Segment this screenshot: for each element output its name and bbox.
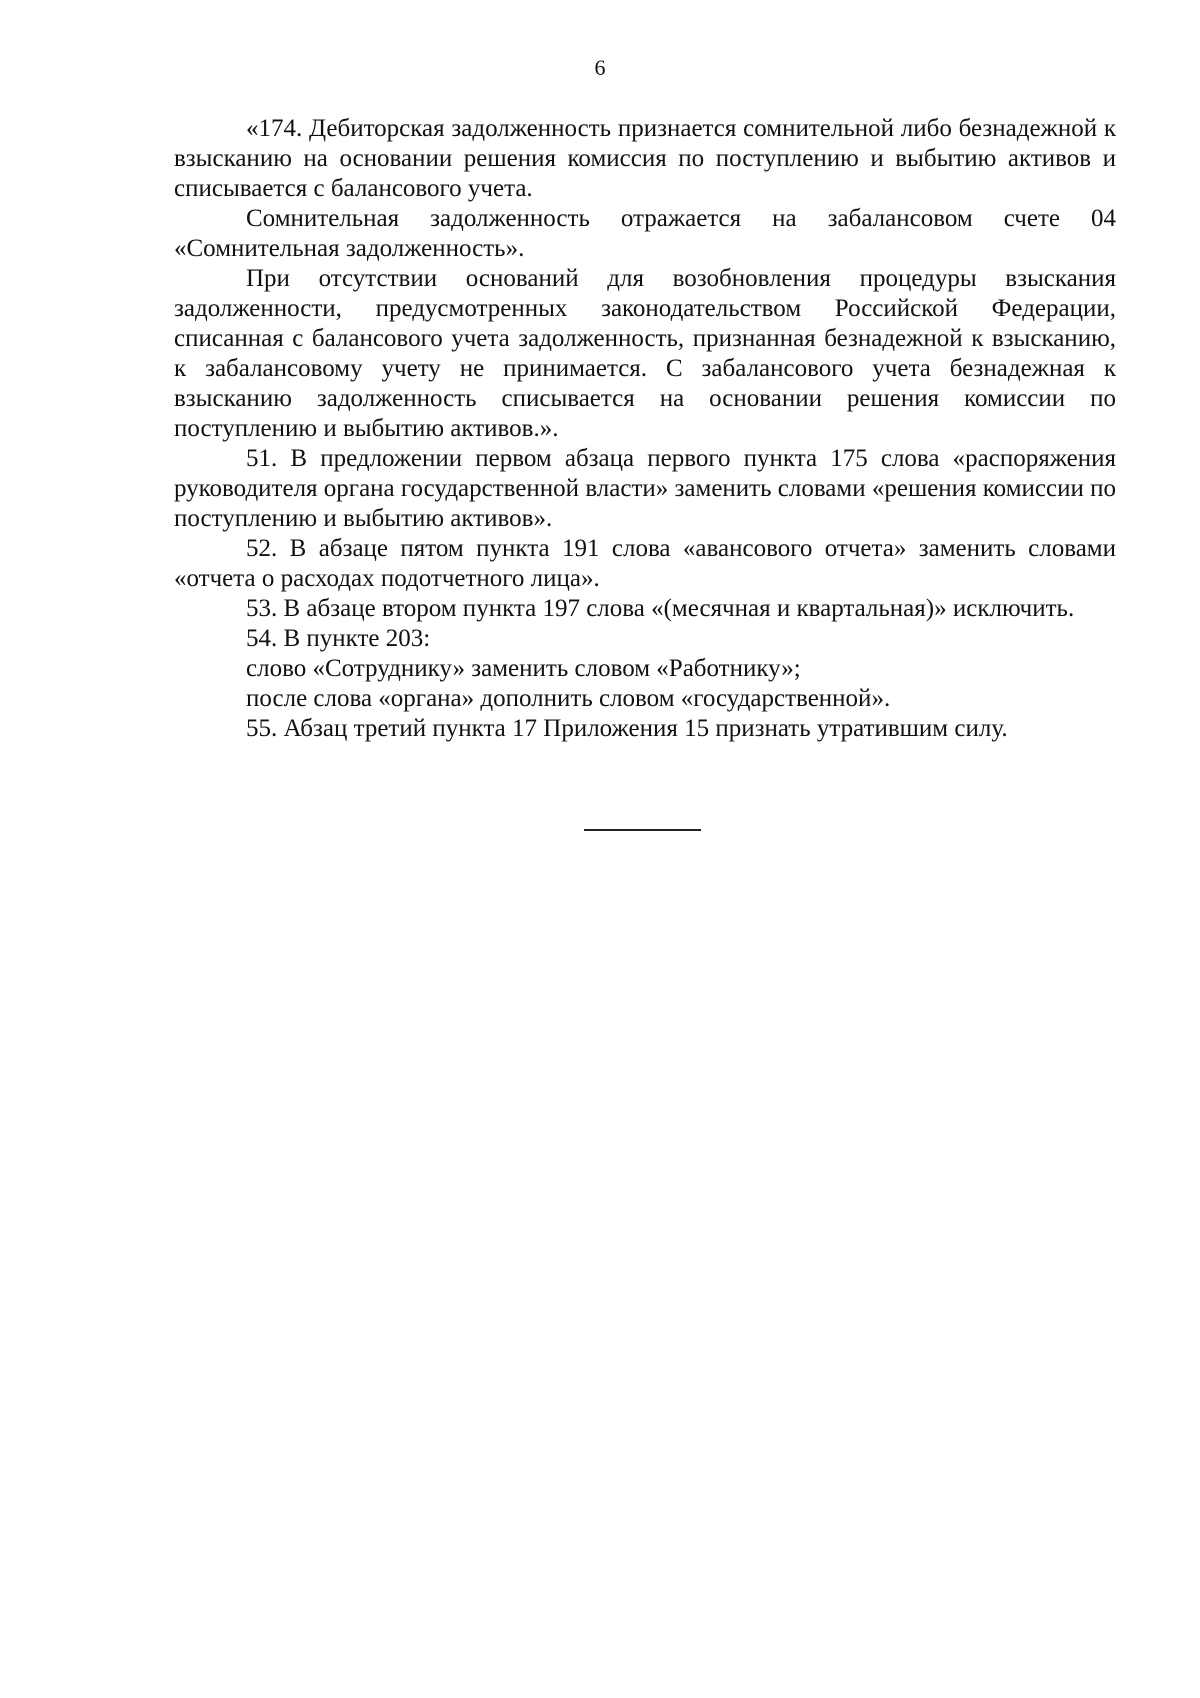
paragraph-54: 54. В пункте 203: [246,625,431,652]
document-body [174,114,1116,744]
paragraph-174: «174. Дебиторская задолженность признается сомнительной либо безнадежной к взысканию на основании решения комиссия по поступлению и выбытию активов и списывается с балансового учета. [174,115,1116,202]
paragraph-51: 51. В предложении первом абзаца первого пункта 175 слова «распоряжения руководителя органа государственной власти» заменить словами «решения комиссии по поступлению и выбытию активов». [174,445,1116,532]
paragraph-doubtful-debt: Сомнительная задолженность отражается на забалансовом счете 04 «Сомнительная задолженность». [174,205,1116,262]
paragraph-54-item-1: слово «Сотруднику» заменить словом «Работнику»; [246,655,801,682]
paragraph-55: 55. Абзац третий пункта 17 Приложения 15 признать утратившим силу. [246,715,1008,742]
paragraph-52: 52. В абзаце пятом пункта 191 слова «авансового отчета» заменить словами «отчета о расходах подотчетного лица». [174,535,1116,592]
paragraph-bad-debt: При отсутствии оснований для возобновления процедуры взыскания задолженности, предусмотренных законодательством Российской Федерации, списанная с балансового учета задолженность, признанная безнадежной к взысканию, к забалансовому учету не принимается. С забалансового учета безнадежная к взысканию задолженность списывается на основании решения комиссии по поступлению и выбытию активов.». [174,265,1116,442]
end-of-text-rule [584,829,701,831]
page-number: 6 [594,55,606,80]
paragraph-53: 53. В абзаце втором пункта 197 слова «(месячная и квартальная)» исключить. [246,595,1075,622]
paragraph-54-item-2: после слова «органа» дополнить словом «государственной». [246,685,891,712]
